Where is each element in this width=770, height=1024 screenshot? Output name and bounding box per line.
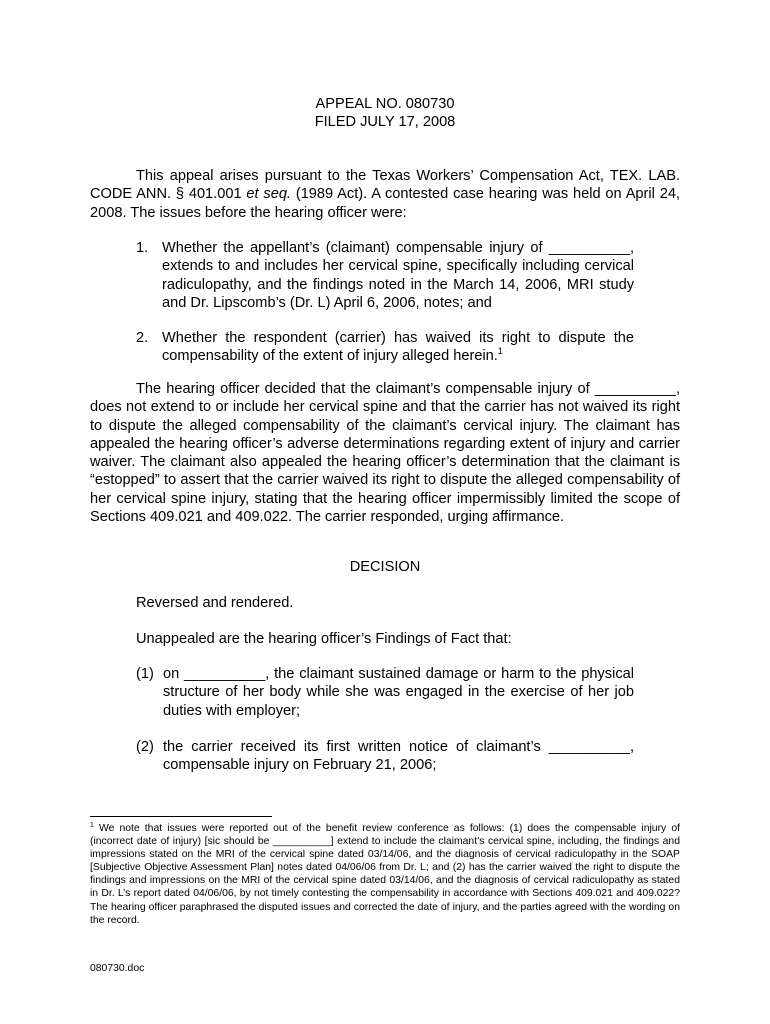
footnote-reference: 1 bbox=[497, 346, 503, 357]
intro-text-em: et seq. bbox=[246, 186, 291, 203]
reversed-statement: Reversed and rendered. bbox=[136, 595, 294, 611]
hearing-officer-paragraph: The hearing officer decided that the claimant’s compensable injury of __________, does not extend to or include her cervical spine and that the carrier has not waived its right to dispute the alleged compensability of the claimant’s cervical injury. The claimant has appealed the hearing officer’s adverse determinations regarding extent of injury and carrier waiver. The claimant also appealed the hearing officer’s determination that the claimant is “estopped” to assert that the carrier waived its right to dispute the alleged compensability of her cervical spine injury, stating that the hearing officer impermissibly limited the scope of Sections 409.021 and 409.022. The carrier responded, urging affirmance. bbox=[90, 381, 680, 526]
footnote-separator bbox=[90, 816, 272, 817]
issue-item bbox=[136, 239, 634, 312]
issue-item bbox=[136, 329, 634, 366]
unappealed-statement: Unappealed are the hearing officer’s Findings of Fact that: bbox=[136, 631, 512, 647]
filed-date: FILED JULY 17, 2008 bbox=[314, 114, 456, 130]
issue-number: 1. bbox=[136, 240, 149, 256]
appeal-number: APPEAL NO. 080730 bbox=[315, 96, 455, 112]
footnote bbox=[90, 822, 680, 927]
intro-text-a: This appeal arises pursuant to the Texas Workers’ Compensation Act, TEX. LAB. CODE ANN. § 401.001 bbox=[90, 168, 680, 203]
issue-text: Whether the appellant’s (claimant) compensable injury of __________, extends to and includes her cervical spine, specifically including cervical radiculopathy, and the findings noted in the March 14, 2006, MRI study and Dr. Lipscomb’s (Dr. L) April 6, 2006, notes; and bbox=[162, 240, 634, 311]
finding-number: (1) bbox=[136, 666, 154, 682]
footnote-text: We note that issues were reported out of the benefit review conference as follows: (1) does the compensable injury of (incorrect date of injury) [sic should be __________] extend to include the claimant’s cervical spine, including, the findings and impressions stated on the MRI of the cervical spine dated 03/14/06, and the diagnosis of cervical radiculopathy in the SOAP [Subjective Objective Assessment Plan] notes dated 04/06/06 from Dr. L; and (2) has the carrier waived the right to dispute the findings and impressions on the MRI of the cervical spine dated 03/14/06, and the diagnosis of cervical radiculopathy as stated in Dr. L’s report dated 04/06/06, by not timely contesting the compensability in accordance with Sections 409.021 and 409.022? The hearing officer paraphrased the disputed issues and corrected the date of injury, and the parties agreed with the wording on the record. bbox=[90, 823, 680, 926]
intro-paragraph bbox=[90, 167, 680, 222]
finding-text: on __________, the claimant sustained damage or harm to the physical structure of her body while she was engaged in the exercise of her job duties with employer; bbox=[163, 666, 634, 719]
finding-text: the carrier received its first written notice of claimant’s __________, compensable injury on February 21, 2006; bbox=[163, 739, 634, 774]
footnote-mark: 1 bbox=[90, 822, 94, 829]
issue-number: 2. bbox=[136, 330, 149, 347]
decision-heading: DECISION bbox=[349, 559, 421, 575]
issues-list bbox=[136, 239, 634, 366]
finding-item bbox=[136, 738, 634, 775]
finding-item bbox=[136, 665, 634, 720]
finding-number: (2) bbox=[136, 739, 154, 755]
footer-filename: 080730.doc bbox=[90, 963, 145, 974]
issue-text: Whether the respondent (carrier) has waived its right to dispute the compensability of the extent of injury alleged herein. bbox=[162, 330, 634, 365]
intro-text-b: (1989 Act). A contested case hearing was held on April 24, 2008. The issues before the hearing officer were: bbox=[90, 186, 680, 221]
